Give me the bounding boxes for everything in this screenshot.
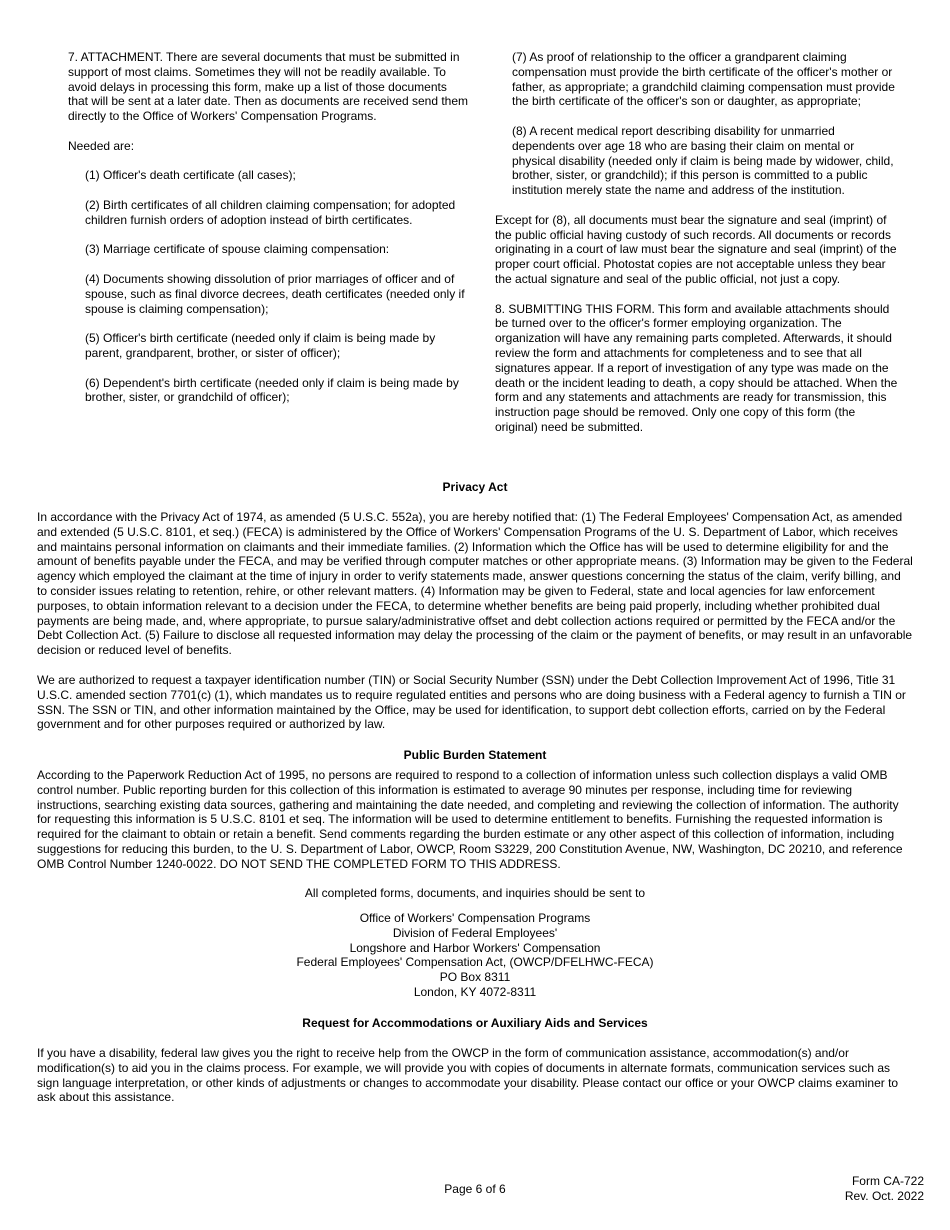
privacy-paragraph-1: In accordance with the Privacy Act of 1974, as amended (5 U.S.C. 552a), you are hereby notified that: (1) The Federal Employees' Compensation Act, as amended and extended (5 U.S.C. 8101, et seq.) (FECA) is administered by the Office of Workers' Compensation Programs of the U. S. Department of Labor, which receives and maintains personal information on claimants and their immediate families. (2) Information which the Office has will be used to determine eligibility for and the amount of benefits payable under the FECA, and may be verified through computer matches or other appropriate means. (3) Information may be given to the Federal agency which employed the claimant at the time of injury in order to verify statements made, answer questions concerning the status of the claim, verify billing, and to consider issues relating to retention, rehire, or other relevant matters. (4) Information may be given to Federal, state and local agencies for law enforcement purposes, to obtain information relevant to a decision under the FECA, to determine whether benefits are being paid properly, including whether prohibited dual payments are being made, and, where appropriate, to pursue salary/administrative offset and debt collection actions required or permitted by the FECA and/or the Debt Collection Act. (5) Failure to disclose all requested information may delay the processing of the claim or the payment of benefits, or may result in an unfavorable decision or reduced level of benefits.: [37, 510, 913, 658]
public-burden-heading: Public Burden Statement: [403, 748, 547, 762]
privacy-paragraph-2: We are authorized to request a taxpayer identification number (TIN) or Social Security Number (SSN) under the Debt Collection Improvement Act of 1996, Title 31 U.S.C. amended section 7701(c) (1), which mandates us to require regulated entities and persons who are doing business with a Federal agency to furnish a TIN or SSN. The SSN or TIN, and other information maintained by the Office, may be used for identification, to support debt collection efforts, carried on by the Federal government and for other purposes required or authorized by law.: [37, 673, 906, 732]
needed-item-7: (7) As proof of relationship to the officer a grandparent claiming compensation must provide the birth certificate of the officer's mother or father, as appropriate; a grandchild claiming compensation must provide the birth certificate of the officer's son or daughter, as appropriate;: [512, 50, 895, 109]
send-to-line: All completed forms, documents, and inquiries should be sent to: [304, 886, 646, 900]
address-line: PO Box 8311: [439, 970, 511, 985]
needed-item-4: (4) Documents showing dissolution of prior marriages of officer and of spouse, such as final divorce decrees, death certificates (needed only if spouse is claiming compensation);: [85, 271, 465, 316]
form-revision: Rev. Oct. 2022: [844, 1188, 924, 1203]
page-number: Page 6 of 6: [444, 1182, 506, 1196]
left-column: [68, 50, 468, 420]
address-line: Office of Workers' Compensation Programs: [359, 911, 591, 925]
needed-item-8: (8) A recent medical report describing disability for unmarried dependents over age 18 who are basing their claim on mental or physical disability (needed only if claim is being made by widower, child, brother, sister, or grandchild); if this person is committed to a public institution merely state the name and address of the institution.: [512, 123, 894, 198]
accommodations-heading: Request for Accommodations or Auxiliary Aids and Services: [302, 1016, 648, 1030]
attachment-intro: 7. ATTACHMENT. There are several documents that must be submitted in support of most claims. Sometimes they will not be readily available. To avoid delays in processing this form, make up a list of those documents that will be sent at a later date. Then as documents are received send them directly to the Office of Workers' Compensation Programs.: [68, 50, 469, 124]
form-name: Form CA-722: [851, 1174, 924, 1188]
public-burden-paragraph: According to the Paperwork Reduction Act of 1995, no persons are required to respond to a collection of information unless such collection displays a valid OMB control number. Public reporting burden for this collection of this information is estimated to average 90 minutes per response, including time for reviewing instructions, searching existing data sources, gathering and maintaining the date needed, and completing and reviewing the collection of information. The authority for requesting this information is 5 U.S.C. 8101 et seq. The information will be used to determine entitlement to benefits. Furnishing the requested information is required for the claimant to obtain or retain a benefit. Send comments regarding the burden estimate or any other aspect of this collection of information, including suggestions for reducing this burden, to the U. S. Department of Labor, OWCP, Room S3229, 200 Constitution Avenue, NW, Washington, DC 20210, and reference OMB Control Number 1240-0022. DO NOT SEND THE COMPLETED FORM TO THIS ADDRESS.: [37, 768, 903, 871]
submitting-paragraph: 8. SUBMITTING THIS FORM. This form and available attachments should be turned over to the officer's former employing organization. The organization will have any remaining parts completed. Afterwards, it should review the form and attachments for completeness and to see that all signatures appear. If a report of investigation of any type was made on the death or the incident leading to death, a copy should be attached. When the form and any statements and attachments are ready for transmission, this instruction page should be removed. Only one copy of this form (the original) need be submitted.: [495, 301, 898, 434]
needed-are-label: Needed are:: [68, 138, 135, 153]
mailing-address: [37, 911, 913, 1000]
address-line: Federal Employees' Compensation Act, (OWCP/DFELHWC-FECA): [296, 955, 654, 970]
needed-item-1: (1) Officer's death certificate (all cases);: [85, 168, 296, 183]
address-line: Longshore and Harbor Workers' Compensation: [349, 940, 601, 955]
needed-item-2: (2) Birth certificates of all children claiming compensation; for adopted children furnish orders of adoption instead of birth certificates.: [85, 197, 456, 227]
accommodations-paragraph: If you have a disability, federal law gives you the right to receive help from the OWCP in the form of communication assistance, accommodation(s) and/or modification(s) to aid you in the claims process. For example, we will provide you with copies of documents in alternate formats, communication services such as sign language interpretation, or other kinds of adjustments or changes to accommodate your disability. Please contact our office or your OWCP claims examiner to ask about this assistance.: [37, 1046, 899, 1105]
right-column: [495, 50, 900, 450]
needed-item-6: (6) Dependent's birth certificate (needed only if claim is being made by brother, sister, or grandchild of officer);: [85, 375, 459, 405]
address-line: London, KY 4072-8311: [413, 984, 537, 999]
except-paragraph: Except for (8), all documents must bear the signature and seal (imprint) of the public official having custody of such records. All documents or records originating in a court of law must bear the signature and seal (imprint) of the proper court official. Photostat copies are not acceptable unless they bear the actual signature and seal of the public official, not just a copy.: [495, 212, 897, 286]
privacy-act-heading: Privacy Act: [442, 480, 508, 494]
form-identifier: [845, 1174, 924, 1204]
address-line: Division of Federal Employees': [392, 925, 558, 940]
needed-item-3: (3) Marriage certificate of spouse claiming compensation:: [85, 242, 390, 257]
needed-item-5: (5) Officer's birth certificate (needed only if claim is being made by parent, grandparent, brother, or sister of officer);: [85, 331, 436, 360]
